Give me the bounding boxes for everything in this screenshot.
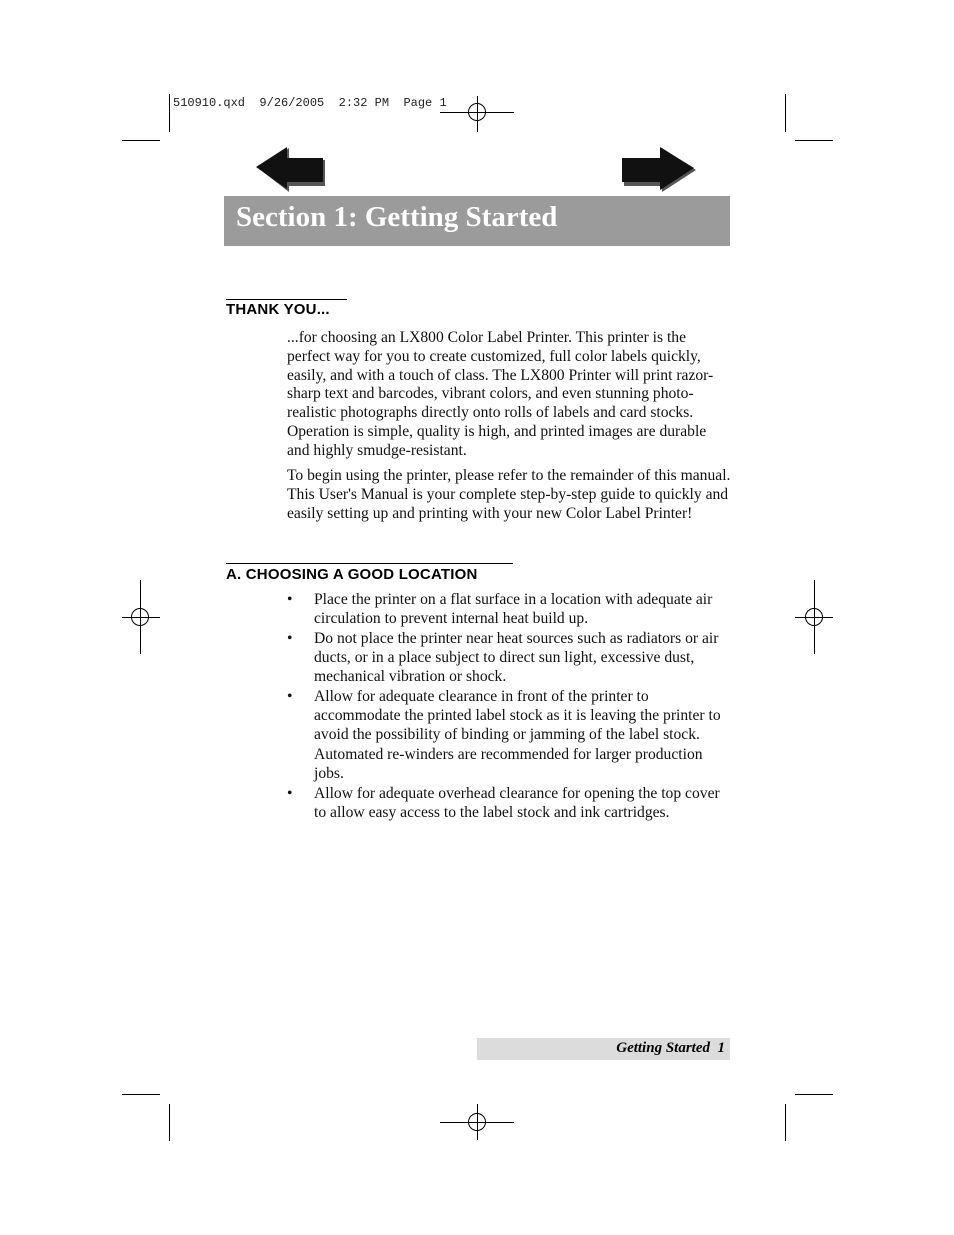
print-slug: 510910.qxd 9/26/2005 2:32 PM Page 1 [173,96,447,110]
back-button[interactable] [254,146,328,192]
list-item-text: Allow for adequate clearance in front of the printer to accommodate the printed label stock as it is leaving the printer to avoid the possibility of binding or jamming of the label stock. Automated re-winders are recommended for larger production jobs. [314,688,721,782]
bullet-icon: • [287,591,293,608]
page-footer [477,1038,730,1060]
bullet-icon: • [287,688,293,706]
crop-mark [169,94,170,132]
thank-you-paragraph: ...for choosing an LX800 Color Label Printer. This printer is the perfect way for you to create customized, full color labels quickly, easily, and with a touch of class. The LX800 Printer will print razor-sharp text and barcodes, vibrant colors, and even stunning photo-realistic photographs directly onto rolls of labels and card stocks. Operation is simple, quality is high, and printed images are durable and highly smudge-resistant. [287,329,714,459]
section-header [224,196,730,246]
arrow-left-icon [254,146,328,192]
crop-mark [785,1104,786,1141]
list-item-text: Do not place the printer near heat sources such as radiators or air ducts, or in a place subject to direct sun light, excessive dust, mechanical vibration or shock. [314,629,719,686]
crop-mark [169,1104,170,1141]
crop-mark [785,94,786,132]
forward-button[interactable] [620,146,700,192]
heading-rule [226,563,513,564]
list-item-text: Allow for adequate overhead clearance for opening the top cover to allow easy access to the label stock and ink cartridges. [314,784,720,821]
location-heading: A. CHOOSING A GOOD LOCATION [226,566,478,583]
section-title: Section 1: Getting Started [236,201,558,233]
list-item [287,590,732,628]
heading-rule [226,299,347,300]
arrow-right-icon [620,146,700,192]
list-item [287,629,732,687]
list-item [287,687,732,783]
footer-page-label: Getting Started 1 [616,1040,725,1056]
list-item-text: Place the printer on a flat surface in a location with adequate air circulation to prevent internal heat build up. [314,591,713,628]
thank-you-heading: THANK YOU... [226,301,330,318]
intro-paragraph: To begin using the printer, please refer to the remainder of this manual. This User's Manual is your complete step-by-step guide to quickly and easily setting up and printing with your new Color Label Printer! [287,467,731,522]
bullet-icon: • [287,784,293,802]
bullet-icon: • [287,629,293,647]
crop-mark [122,1094,160,1095]
crop-mark [795,1094,833,1095]
crop-mark [122,140,160,141]
crop-mark [795,140,833,141]
location-list [287,590,732,822]
list-item [287,784,732,822]
